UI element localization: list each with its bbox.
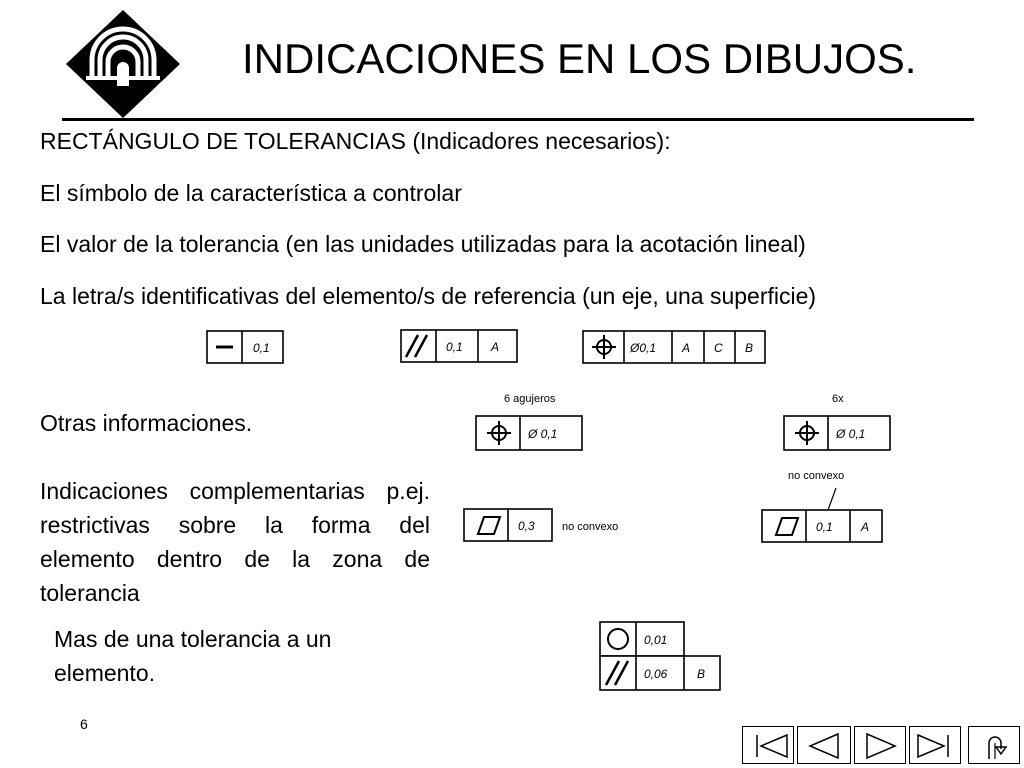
frame-flatness-ref — [758, 466, 888, 546]
frame-parallelism — [400, 329, 520, 365]
text-line-reference: La letra/s identificativas del elemento/s de referencia (un eje, una superficie) — [40, 283, 817, 309]
frame-straightness-value: 0,1 — [253, 341, 270, 355]
next-slide-button[interactable] — [854, 726, 906, 764]
slide-navigation — [742, 726, 1022, 766]
text-line-tolerance-frame: RECTÁNGULO DE TOLERANCIAS (Indicadores necesarios): — [40, 128, 671, 154]
frame-flatness-note-text: no convexo — [562, 521, 619, 533]
frame-six-x — [782, 388, 894, 454]
last-slide-icon — [910, 727, 962, 765]
frame-flatness-note-value: 0,3 — [518, 519, 535, 533]
frame-six-holes-value: Ø 0,1 — [528, 427, 558, 441]
frame-combined-row2-value: 0,06 — [644, 667, 668, 681]
frame-flatness-note — [462, 508, 642, 544]
text-multiple-tolerance: Mas de una tolerancia a un elemento. — [54, 626, 332, 686]
frame-combined-row1-value: 0,01 — [644, 633, 668, 647]
return-button[interactable] — [968, 726, 1020, 764]
institution-logo-icon — [64, 8, 182, 120]
frame-six-holes — [474, 388, 586, 454]
frame-combined — [598, 620, 726, 694]
frame-straightness — [206, 330, 286, 366]
frame-six-x-label: 6x — [832, 393, 844, 405]
next-slide-icon — [855, 727, 907, 765]
frame-position-value: Ø0,1 — [630, 341, 657, 355]
frame-position-ref-2: C — [714, 341, 723, 355]
frame-position — [582, 330, 768, 366]
frame-flatness-ref-ref: A — [861, 520, 870, 534]
frame-flatness-ref-note: no convexo — [788, 470, 845, 482]
frame-combined-row2-ref: B — [697, 667, 706, 681]
frame-flatness-ref-value: 0,1 — [816, 520, 833, 534]
frame-position-ref-3: B — [745, 341, 754, 355]
last-slide-button[interactable] — [909, 726, 961, 764]
frame-parallelism-value: 0,1 — [446, 340, 463, 354]
previous-slide-button[interactable] — [797, 726, 851, 764]
page-number: 6 — [80, 716, 88, 732]
slide-title: INDICACIONES EN LOS DIBUJOS. — [242, 35, 917, 82]
text-complementary: Indicaciones complementarias p.ej. restrictivas sobre la forma del elemento dentro de la zona de tolerancia — [40, 478, 430, 606]
previous-slide-icon — [798, 727, 852, 765]
return-arrow-icon — [969, 727, 1021, 765]
text-line-value: El valor de la tolerancia (en las unidades utilizadas para la acotación lineal) — [40, 231, 806, 257]
frame-position-ref-1: A — [682, 341, 691, 355]
first-slide-button[interactable] — [742, 726, 794, 764]
frame-parallelism-ref: A — [491, 340, 500, 354]
frame-six-holes-label: 6 agujeros — [504, 393, 556, 405]
text-line-symbol: El símbolo de la característica a controlar — [40, 180, 462, 206]
frame-six-x-value: Ø 0,1 — [836, 427, 866, 441]
first-slide-icon — [743, 727, 795, 765]
title-divider — [62, 118, 974, 121]
text-other-info: Otras informaciones. — [40, 410, 253, 436]
